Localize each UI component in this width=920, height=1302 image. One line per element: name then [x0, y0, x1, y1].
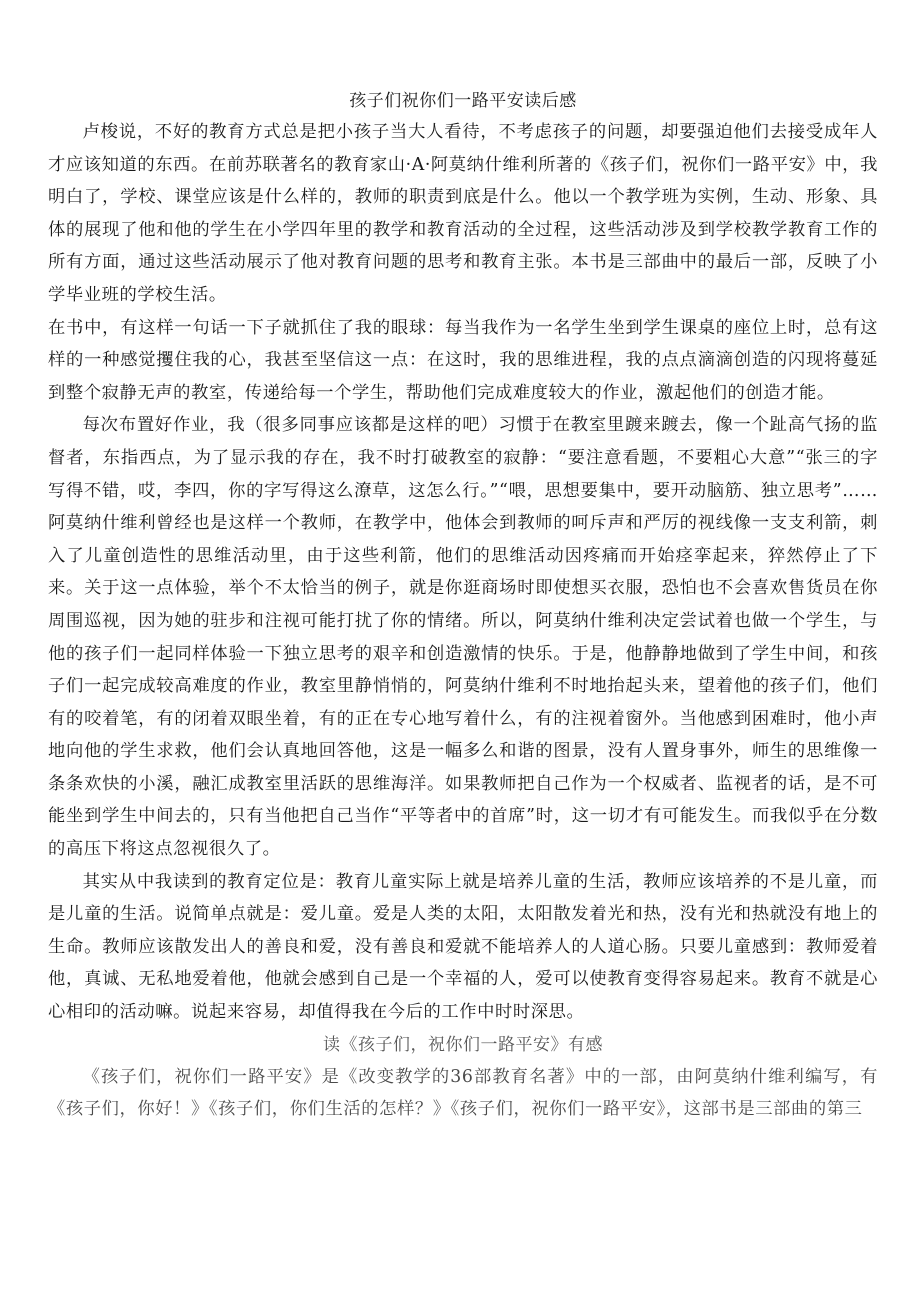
document-page — [48, 86, 878, 1126]
paragraph-3: 每次布置好作业，我（很多同事应该都是这样的吧）习惯于在教室里踱来踱去，像一个趾高气扬的监督者，东指西点，为了显示我的存在，我不时打破教室的寂静：“要注意看题，不要粗心大意”“张三的字写得不错，哎，李四，你的字写得这么潦草，这怎么行。”“喂，思想要集中，要开动脑筋、独立思考”……阿莫纳什维利曾经也是这样一个教师，在教学中，他体会到教师的呵斥声和严厉的视线像一支支利箭，刺入了儿童创造性的思维活动里，由于这些利箭，他们的思维活动因疼痛而开始痉挛起来，猝然停止了下来。关于这一点体验，举个不太恰当的例子，就是你逛商场时即使想买衣服，恐怕也不会喜欢售货员在你周围巡视，因为她的驻步和注视可能打扰了你的情绪。所以，阿莫纳什维利决定尝试着也做一个学生，与他的孩子们一起同样体验一下独立思考的艰辛和创造激情的快乐。于是，他静静地做到了学生中间，和孩子们一起完成较高难度的作业，教室里静悄悄的，阿莫纳什维利不时地抬起头来，望着他的孩子们，他们有的咬着笔，有的闭着双眼坐着，有的正在专心地写着什么，有的注视着窗外。当他感到困难时，他小声地向他的学生求救，他们会认真地回答他，这是一幅多么和谐的图景，没有人置身事外，师生的思维像一条条欢快的小溪，融汇成教室里活跃的思维海洋。如果教师把自己作为一个权威者、监视者的话，是不可能坐到学生中间去的，只有当他把自己当作“平等者中的首席”时，这一切才有可能发生。而我似乎在分数的高压下将这点忽视很久了。 — [48, 415, 878, 860]
closing-paragraph: 《孩子们，祝你们一路平安》是《改变教学的36部教育名著》中的一部，由阿莫纳什维利编写，有《孩子们，你好！》《孩子们，你们生活的怎样？》《孩子们，祝你们一路平安》，这部书是三部曲的第三 — [48, 1066, 878, 1120]
paragraph-2: 在书中，有这样一句话一下子就抓住了我的眼球：每当我作为一名学生坐到学生课桌的座位上时，总有这样的一种感觉攫住我的心，我甚至坚信这一点：在这时，我的思维进程，我的点点滴滴创造的闪现将蔓延到整个寂静无声的教室，传递给每一个学生，帮助他们完成难度较大的作业，激起他们的创造才能。 — [48, 317, 878, 403]
section-subtitle: 读《孩子们，祝你们一路平安》有感 — [323, 1034, 603, 1055]
paragraph-1: 卢梭说，不好的教育方式总是把小孩子当大人看待，不考虑孩子的问题，却要强迫他们去接受成年人才应该知道的东西。在前苏联著名的教育家山·A·阿莫纳什维利所著的《孩子们，祝你们一路平安》中，我明白了，学校、课堂应该是什么样的，教师的职责到底是什么。他以一个教学班为实例，生动、形象、具体的展现了他和他的学生在小学四年里的教学和教育活动的全过程，这些活动涉及到学校教学教育工作的所有方面，通过这些活动展示了他对教育问题的思考和教育主张。本书是三部曲中的最后一部，反映了小学毕业班的学校生活。 — [48, 122, 878, 305]
document-title: 孩子们祝你们一路平安读后感 — [349, 91, 577, 111]
paragraph-4: 其实从中我读到的教育定位是：教育儿童实际上就是培养儿童的生活，教师应该培养的不是儿童，而是儿童的生活。说简单点就是：爱儿童。爱是人类的太阳，太阳散发着光和热，没有光和热就没有地上的生命。教师应该散发出人的善良和爱，没有善良和爱就不能培养人的人道心肠。只要儿童感到：教师爱着他，真诚、无私地爱着他，他就会感到自己是一个幸福的人，爱可以使教育变得容易起来。教育不就是心心相印的活动嘛。说起来容易，却值得我在今后的工作中时时深思。 — [48, 871, 878, 1023]
